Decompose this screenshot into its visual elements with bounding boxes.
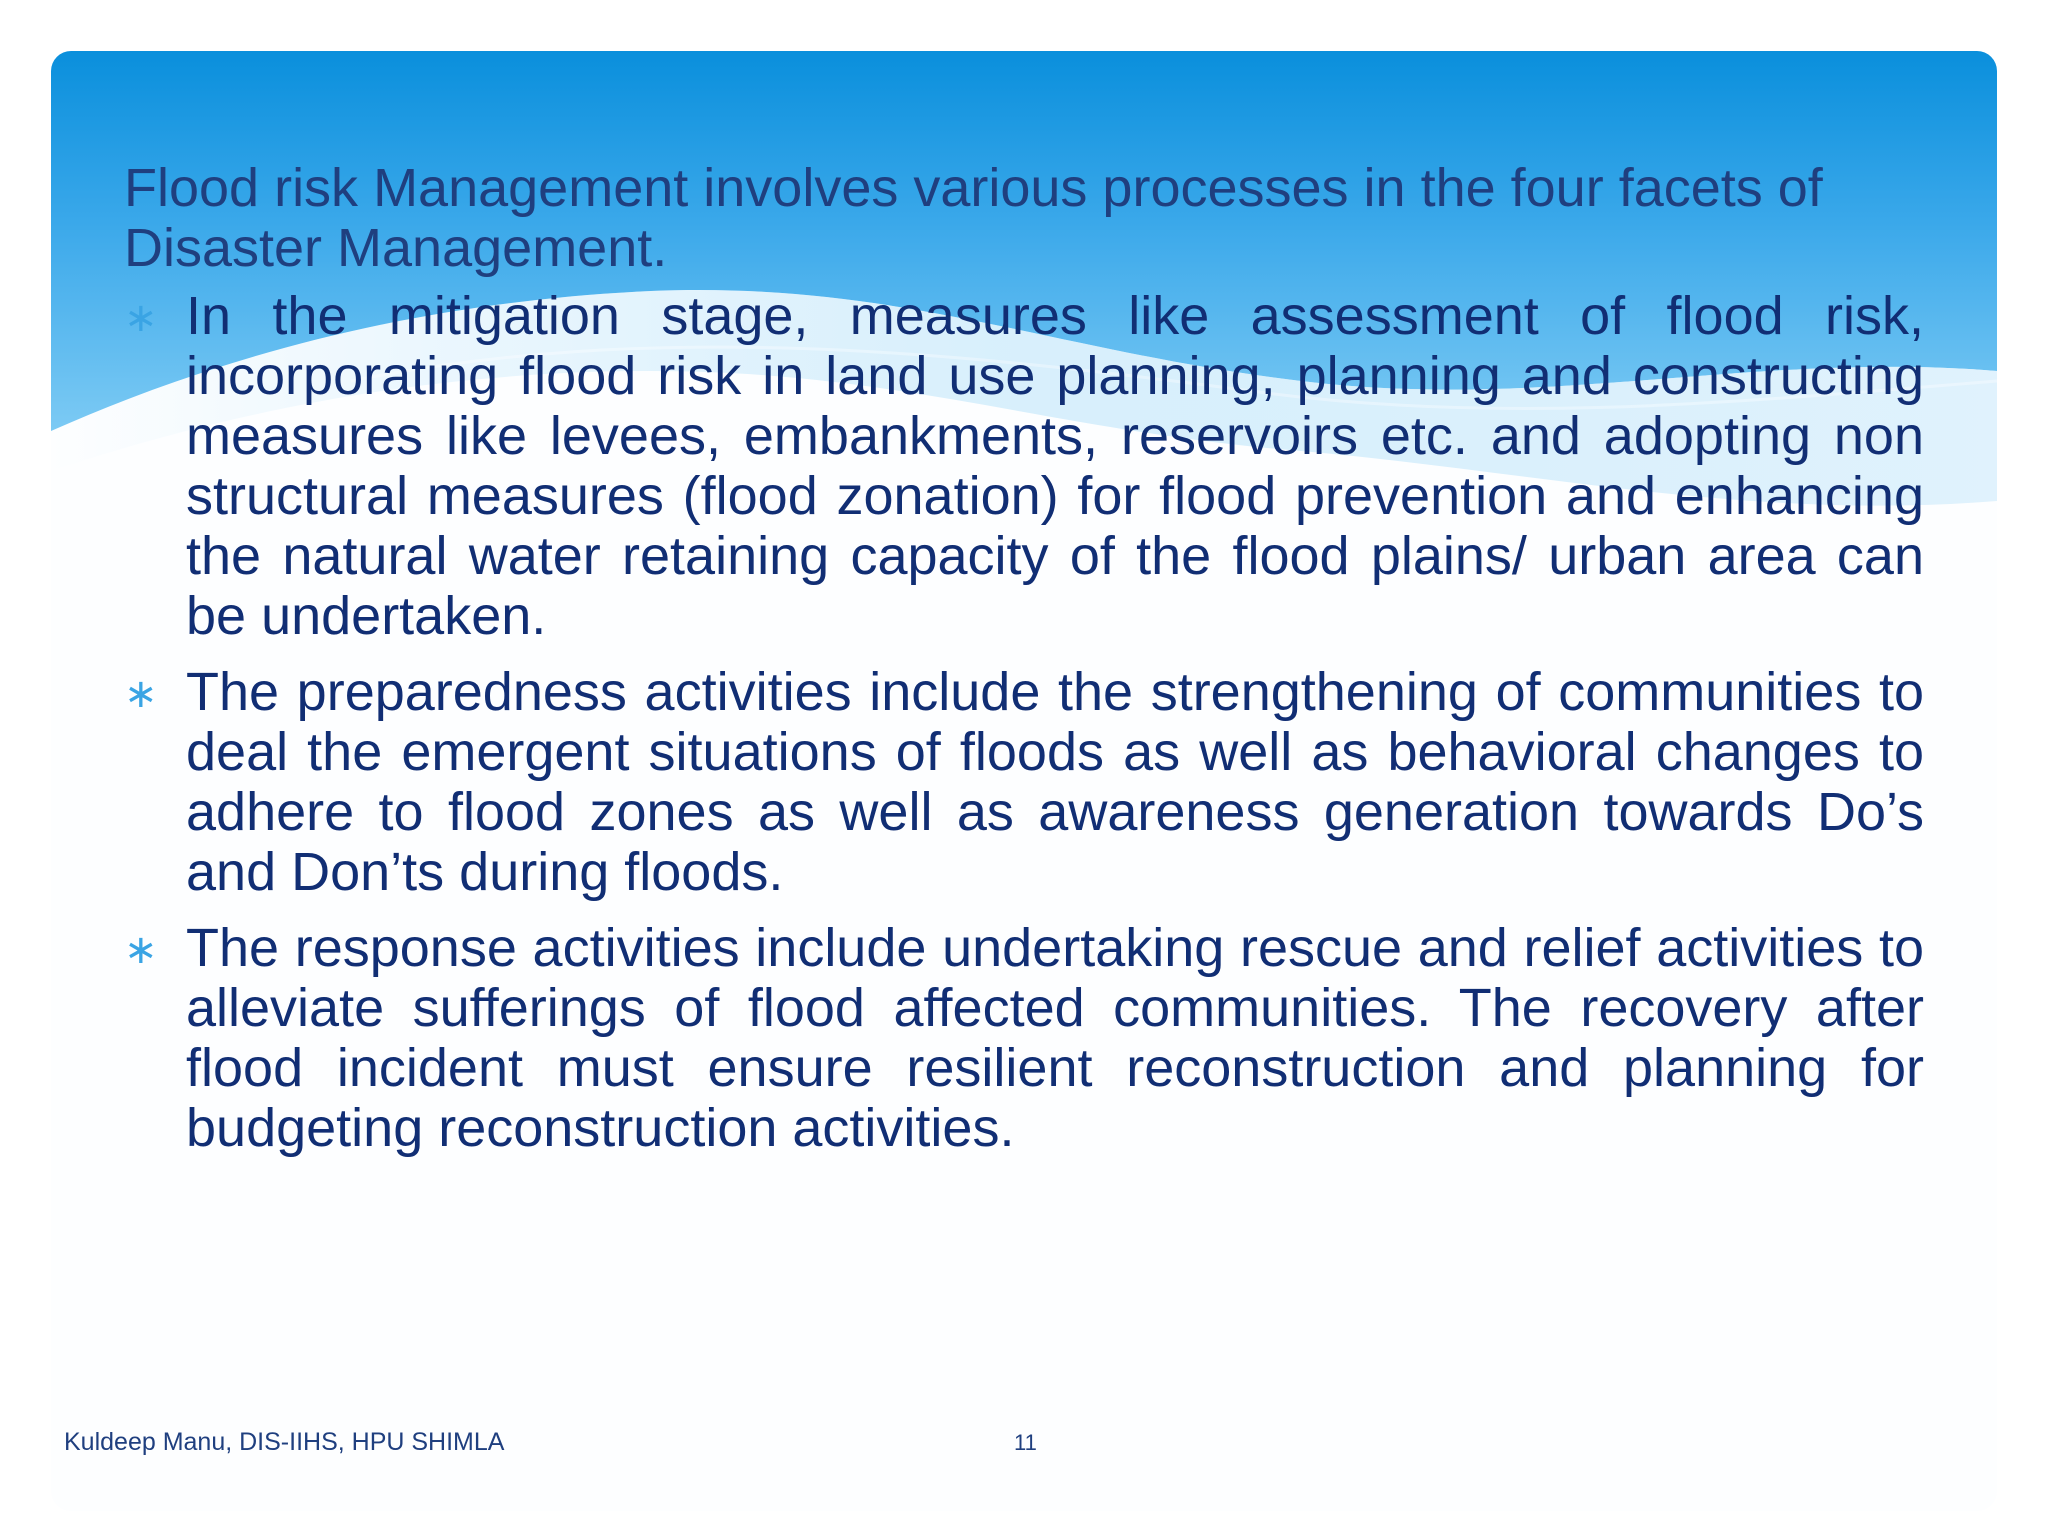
bullet-list (124, 286, 1924, 1158)
footer-author: Kuldeep Manu, DIS-IIHS, HPU SHIMLA (64, 1428, 505, 1456)
bullet-item-preparedness (124, 662, 1924, 902)
asterisk-bullet-icon: ∗ (124, 295, 158, 341)
bullet-item-response (124, 918, 1924, 1158)
slide-content (124, 158, 1924, 1174)
bullet-item-mitigation (124, 286, 1924, 646)
bullet-text: In the mitigation stage, measures like assessment of flood risk, incorporating flood risk in land use planning, planning and constructing measures like levees, embankments, reservoirs etc. and adopting non structural measures (flood zonation) for flood prevention and enhancing the natural water retaining capacity of the flood plains/ urban area can be undertaken. (186, 286, 1924, 646)
bullet-text: The preparedness activities include the strengthening of communities to deal the emergent situations of floods as well as behavioral changes to adhere to flood zones as well as awareness generation towards Do’s and Don’ts during floods. (186, 662, 1924, 902)
page-number: 11 (1014, 1430, 1037, 1455)
bullet-text: The response activities include undertaking rescue and relief activities to alleviate sufferings of flood affected communities. The recovery after flood incident must ensure resilient reconstruction and planning for budgeting reconstruction activities. (186, 918, 1924, 1158)
intro-text: Flood risk Management involves various processes in the four facets of Disaster Management. (124, 158, 1823, 278)
asterisk-bullet-icon: ∗ (124, 927, 158, 973)
asterisk-bullet-icon: ∗ (124, 671, 158, 717)
